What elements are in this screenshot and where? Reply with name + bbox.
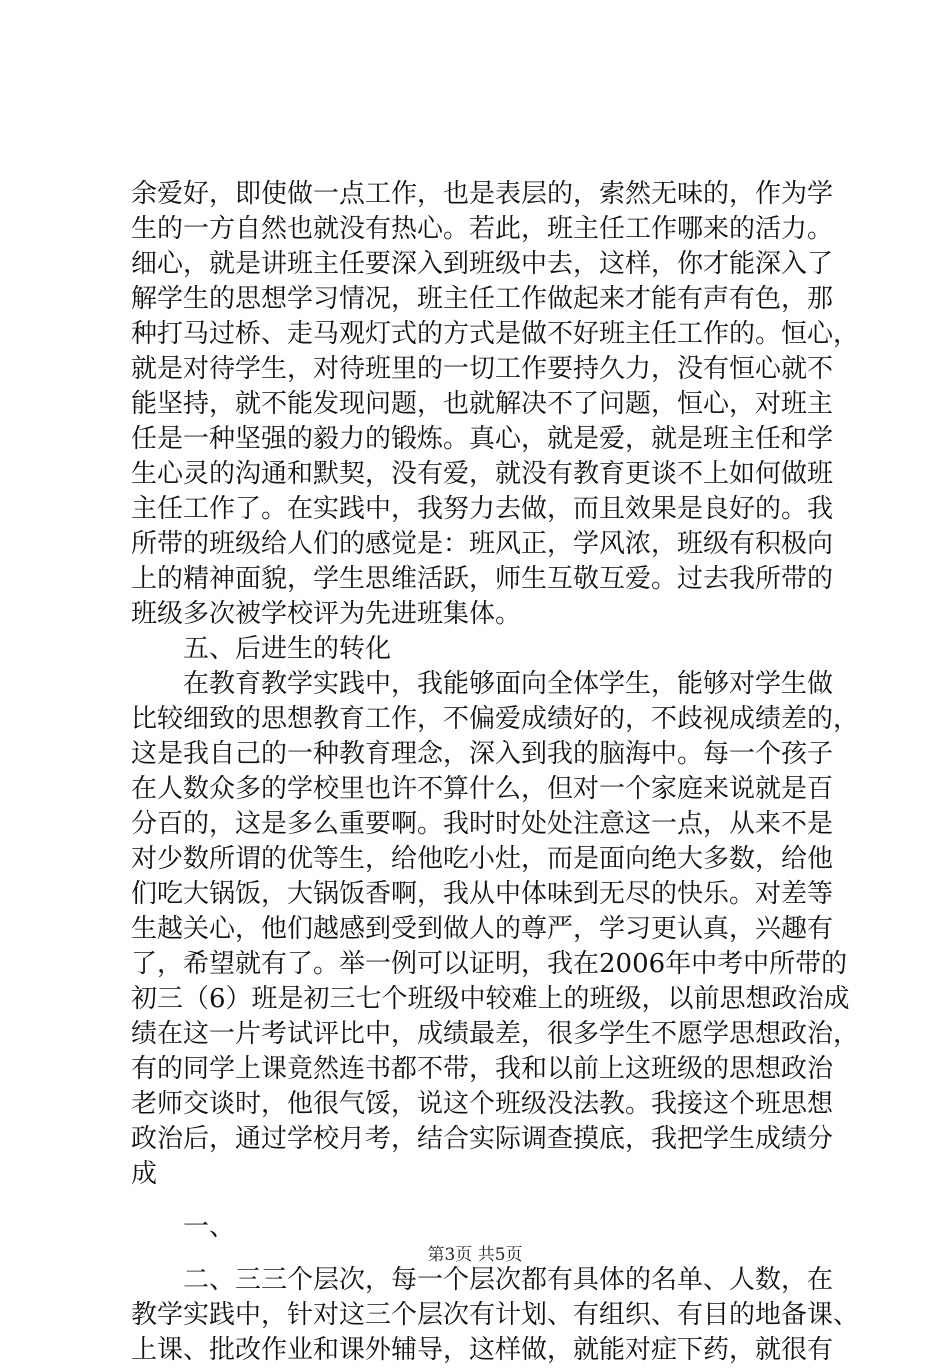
page-footer: 第3页 共5页 (427, 1245, 523, 1265)
text-line: 生越关心，他们越感到受到做人的尊严，学习更认真，兴趣有 (131, 914, 834, 944)
text-line: 五、后进生的转化 (183, 634, 392, 664)
text-line: 任是一种坚强的毅力的锻炼。真心，就是爱，就是班主任和学 (131, 424, 834, 454)
text-line: 分百的，这是多么重要啊。我时时处处注意这一点，从来不是 (131, 809, 834, 839)
text-line: 在人数众多的学校里也许不算什么，但对一个家庭来说就是百 (131, 774, 834, 804)
text-line: 上课、批改作业和课外辅导，这样做，就能对症下药，就很有 (131, 1335, 834, 1365)
text-line: 这是我自己的一种教育理念，深入到我的脑海中。每一个孩子 (131, 739, 834, 769)
text-line: 余爱好，即使做一点工作，也是表层的，索然无味的，作为学 (131, 179, 834, 209)
text-line: 绩在这一片考试评比中，成绩最差，很多学生不愿学思想政治， (131, 1019, 860, 1049)
text-line: 比较细致的思想教育工作，不偏爱成绩好的，不歧视成绩差的， (131, 704, 860, 734)
text-line: 初三（6）班是初三七个班级中较难上的班级，以前思想政治成 (131, 984, 850, 1014)
text-line: 政治后，通过学校月考，结合实际调查摸底，我把学生成绩分 (131, 1124, 834, 1154)
text-line: 就是对待学生，对待班里的一切工作要持久力，没有恒心就不 (131, 354, 834, 384)
text-line: 教学实践中，针对这三个层次有计划、有组织、有目的地备课、 (131, 1300, 860, 1330)
text-line: 老师交谈时，他很气馁，说这个班级没法教。我接这个班思想 (131, 1089, 834, 1119)
text-line: 上的精神面貌，学生思维活跃，师生互敬互爱。过去我所带的 (131, 564, 834, 594)
text-line: 们吃大锅饭，大锅饭香啊，我从中体味到无尽的快乐。对差等 (131, 879, 834, 909)
text-line: 所带的班级给人们的感觉是：班风正，学风浓，班级有积极向 (131, 529, 834, 559)
text-line: 成 (131, 1159, 158, 1189)
text-line: 在教育教学实践中，我能够面向全体学生，能够对学生做 (183, 669, 834, 699)
text-line: 生心灵的沟通和默契，没有爱，就没有教育更谈不上如何做班 (131, 459, 834, 489)
text-line: 了，希望就有了。举一例可以证明，我在2006年中考中所带的 (131, 949, 848, 979)
text-line: 二、三三个层次，每一个层次都有具体的名单、人数，在 (183, 1265, 834, 1295)
paragraph-gap (131, 1192, 831, 1210)
text-line: 细心，就是讲班主任要深入到班级中去，这样，你才能深入了 (131, 249, 834, 279)
text-line: 一、 (183, 1212, 236, 1242)
text-line: 种打马过桥、走马观灯式的方式是做不好班主任工作的。恒心， (131, 319, 860, 349)
text-line: 有的同学上课竟然连书都不带，我和以前上这班级的思想政治 (131, 1054, 834, 1084)
body-text (131, 177, 860, 1368)
text-line: 解学生的思想学习情况，班主任工作做起来才能有声有色，那 (131, 284, 834, 314)
text-line: 班级多次被学校评为先进班集体。 (131, 599, 522, 629)
text-line: 主任工作了。在实践中，我努力去做，而且效果是良好的。我 (131, 494, 834, 524)
text-line: 生的一方自然也就没有热心。若此，班主任工作哪来的活力。 (131, 214, 834, 244)
text-line: 对少数所谓的优等生，给他吃小灶，而是面向绝大多数，给他 (131, 844, 834, 874)
text-line: 能坚持，就不能发现问题，也就解决不了问题，恒心，对班主 (131, 389, 834, 419)
